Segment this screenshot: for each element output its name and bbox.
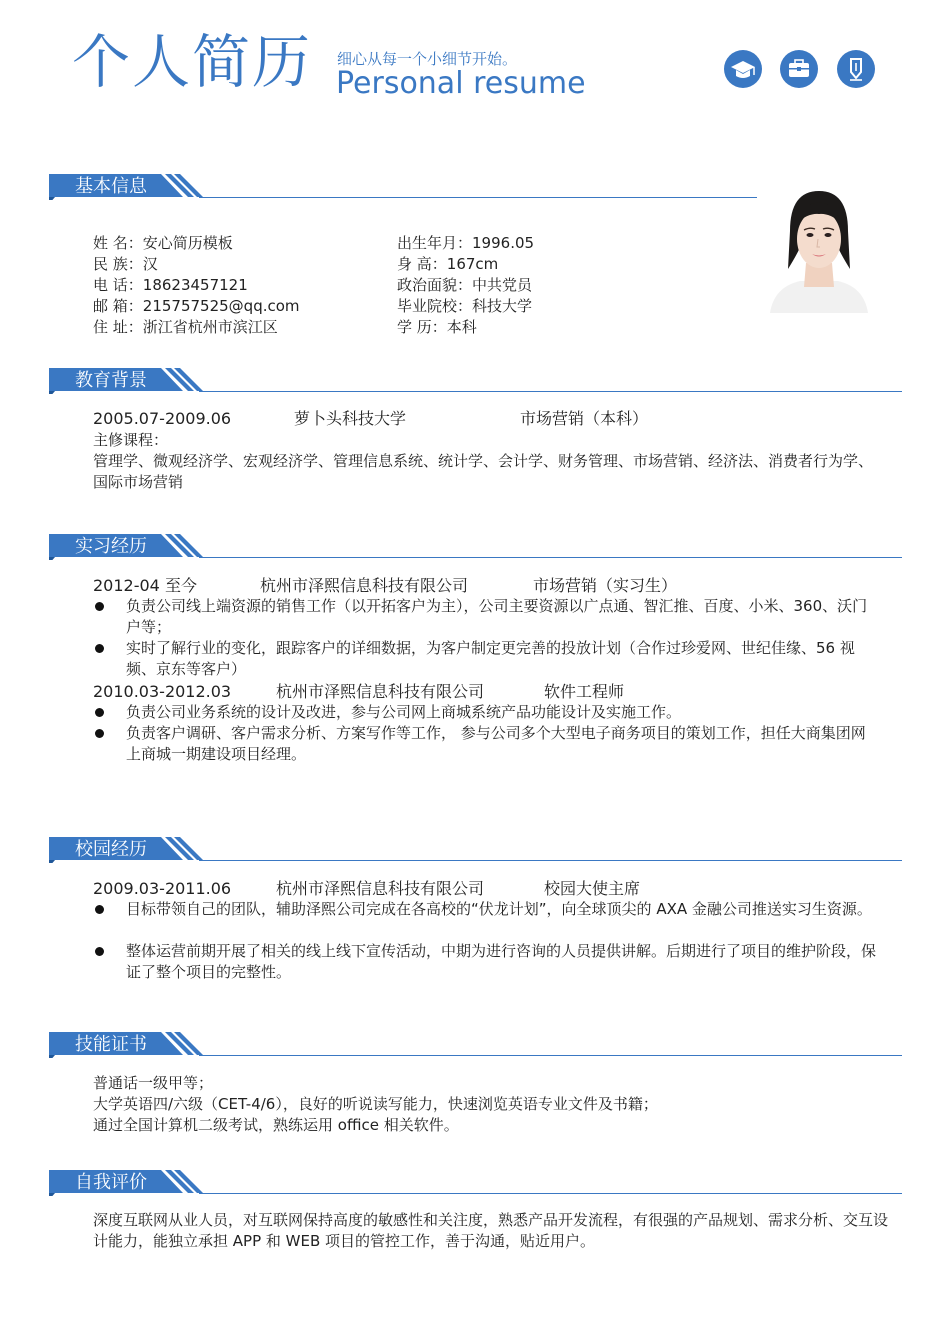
resume-title: 个人简历: [72, 28, 313, 96]
job-company: 杭州市泽熙信息科技有限公司: [260, 576, 469, 595]
section-title: 技能证书: [75, 1034, 147, 1055]
info-label: 身 高：167cm: [397, 255, 499, 273]
briefcase-icon: [780, 50, 818, 88]
info-label: 政治面貌：中共党员: [397, 276, 533, 294]
job-bullet: 负责公司业务系统的设计及改进，参与公司网上商城系统产品功能设计及实施工作。: [126, 703, 682, 721]
campus-bullet: 目标带领自己的团队，辅助泽熙公司完成在各高校的“伏龙计划”，向全球顶尖的 AXA 金融公司推送实习生资源。: [126, 900, 872, 918]
bullet-dot: [95, 947, 104, 956]
self-evaluation: 深度互联网从业人员，对互联网保持高度的敏感性和关注度，熟悉产品开发流程，有很强的产品规划、需求分析、交互设计能力，能独立承担 APP 和 WEB 项目的管控工作，善于沟通，贴近用户。: [93, 1211, 889, 1250]
section-campus-header: [49, 837, 902, 863]
section-self-header: [49, 1170, 902, 1196]
section-title: 教育背景: [75, 370, 147, 391]
section-title: 校园经历: [75, 839, 147, 860]
section-title: 实习经历: [75, 536, 147, 557]
job-bullet: 实时了解行业的变化，跟踪客户的详细数据，为客户制定更完善的投放计划（合作过珍爱网、世纪佳缘、56 视频、京东等客户）: [126, 639, 855, 678]
section-education-header: [49, 368, 902, 394]
skill-line: 大学英语四/六级（CET-4/6），良好的听说读写能力，快速浏览英语专业文件及书籍；: [93, 1095, 658, 1113]
job-bullet: 负责客户调研、客户需求分析、方案写作等工作， 参与公司多个大型电子商务项目的策划工作，担任大商集团网上商城一期建设项目经理。: [126, 724, 866, 763]
graduation-cap-icon: [724, 50, 762, 88]
section-title: 基本信息: [75, 176, 147, 197]
job-bullet: 负责公司线上端资源的销售工作（以开拓客户为主），公司主要资源以广点通、智汇推、百度、小米、360、沃门户等；: [126, 597, 868, 636]
info-label: 姓 名：安心简历模板: [93, 234, 233, 252]
bullet-dot: [95, 729, 104, 738]
section-title: 自我评价: [75, 1172, 147, 1193]
section-divider: [199, 860, 902, 861]
job-period: 2012-04 至今: [93, 576, 197, 595]
info-label: 毕业院校：科技大学: [397, 297, 533, 315]
pen-icon: [837, 50, 875, 88]
section-divider: [199, 1055, 902, 1056]
bullet-dot: [95, 708, 104, 717]
section-skills-header: [49, 1032, 902, 1058]
section-internship-header: [49, 534, 902, 560]
info-label: 出生年月：1996.05: [397, 234, 535, 252]
info-label: 住 址：浙江省杭州市滨江区: [93, 318, 278, 336]
section-divider: [199, 1193, 902, 1194]
job-company: 杭州市泽熙信息科技有限公司: [276, 682, 485, 701]
education-major: 市场营销（本科）: [520, 409, 649, 428]
job-role: 市场营销（实习生）: [533, 576, 678, 595]
skill-line: 普通话一级甲等；: [93, 1074, 214, 1092]
section-divider: [199, 557, 902, 558]
campus-period: 2009.03-2011.06: [93, 879, 232, 898]
bullet-dot: [95, 602, 104, 611]
info-label: 学 历：本科: [397, 318, 477, 336]
campus-role: 校园大使主席: [544, 879, 641, 898]
profile-photo: [760, 183, 878, 313]
resume-subtitle: 细心从每一个小细节开始。: [337, 50, 518, 68]
resume-subtitle-en: Personal resume: [336, 66, 586, 101]
info-label: 电 话：18623457121: [93, 276, 248, 294]
job-period: 2010.03-2012.03: [93, 682, 232, 701]
education-period: 2005.07-2009.06: [93, 409, 232, 428]
campus-bullet: 整体运营前期开展了相关的线上线下宣传活动，中期为进行咨询的人员提供讲解。后期进行了项目的维护阶段，保证了整个项目的完整性。: [126, 942, 877, 981]
job-role: 软件工程师: [544, 682, 625, 701]
section-divider: [199, 197, 757, 198]
bullet-dot: [95, 905, 104, 914]
info-label: 邮 箱：215757525@qq.com: [93, 297, 300, 315]
courses-list: 管理学、微观经济学、宏观经济学、管理信息系统、统计学、会计学、财务管理、市场营销、经济法、消费者行为学、国际市场营销: [93, 452, 874, 491]
courses-label: 主修课程：: [93, 431, 169, 449]
skill-line: 通过全国计算机二级考试，熟练运用 office 相关软件。: [93, 1116, 459, 1134]
info-label: 民 族：汉: [93, 255, 158, 273]
bullet-dot: [95, 644, 104, 653]
education-school: 萝卜头科技大学: [294, 409, 407, 428]
section-divider: [199, 391, 902, 392]
campus-company: 杭州市泽熙信息科技有限公司: [276, 879, 485, 898]
